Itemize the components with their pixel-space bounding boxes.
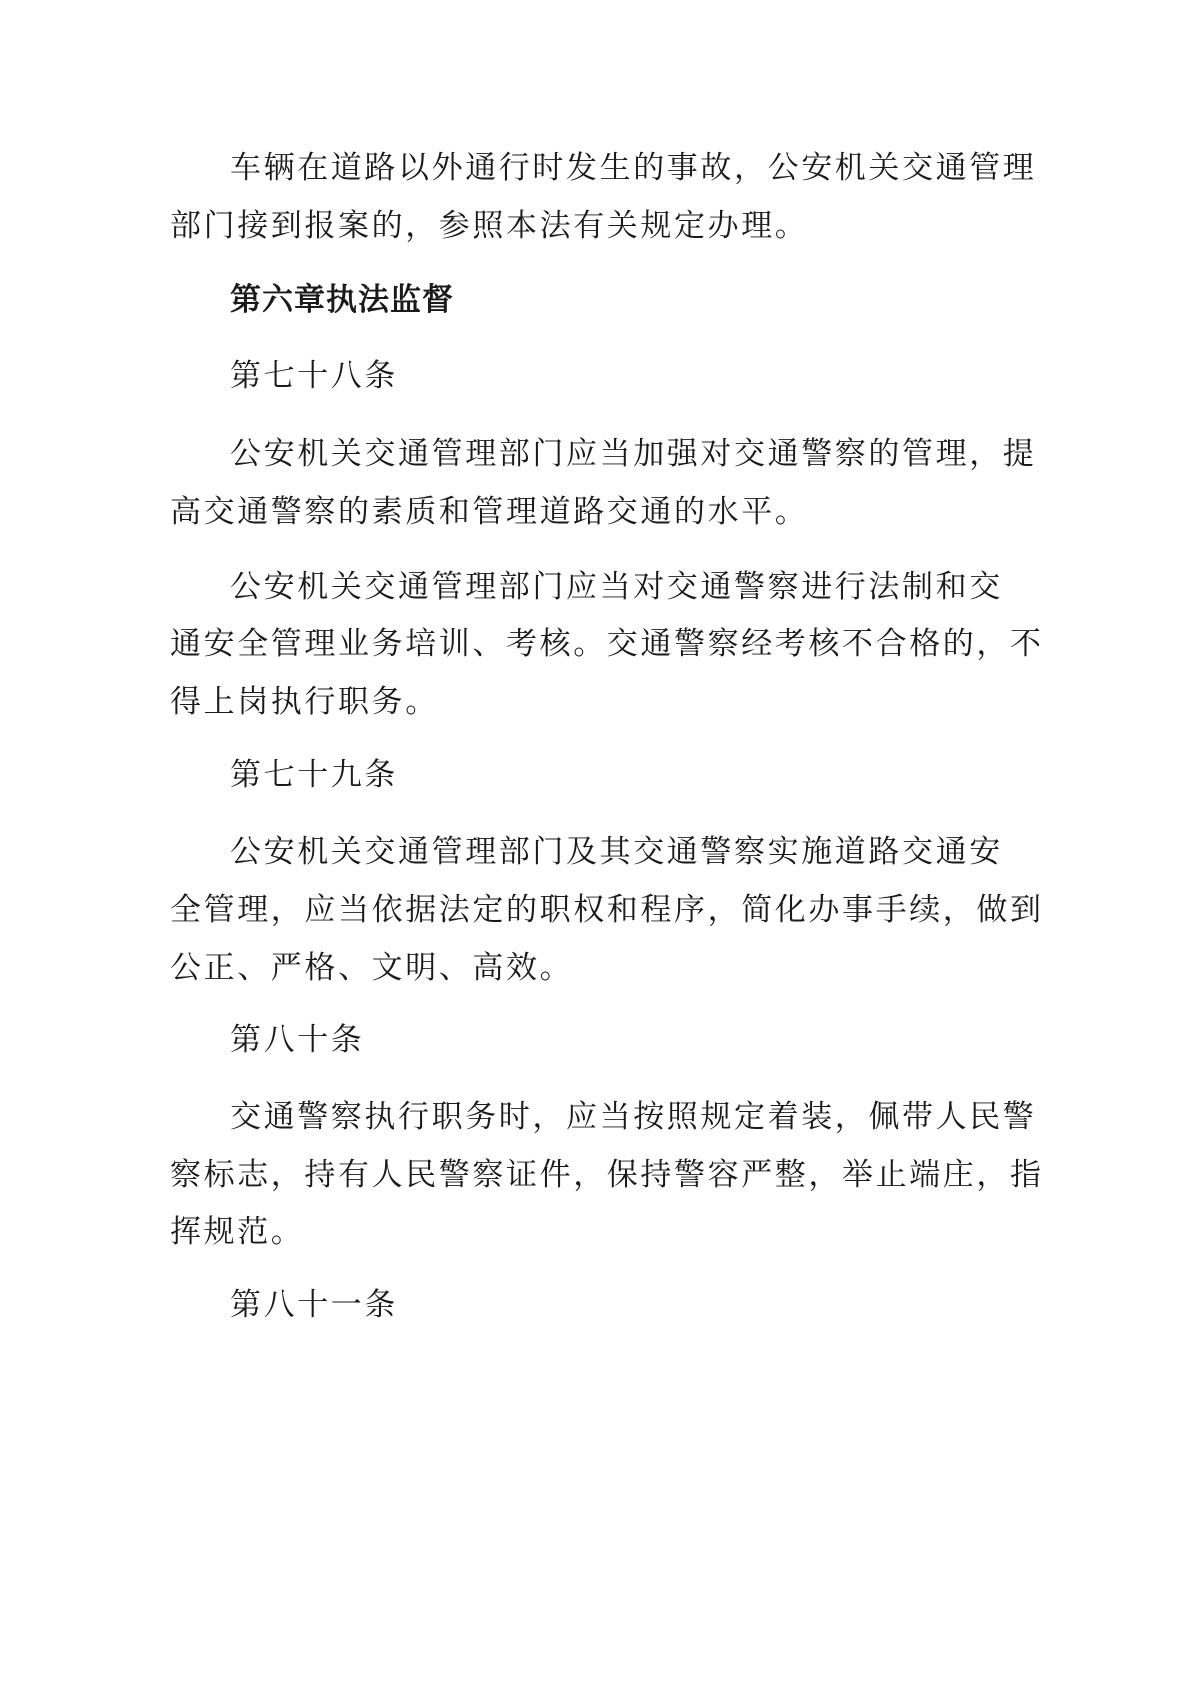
- text-line: 挥规范。: [170, 1214, 305, 1250]
- article-heading: 第七十九条: [230, 757, 398, 793]
- text-line: 通安全管理业务培训、考核。交通警察经考核不合格的，不: [170, 626, 1044, 662]
- text-line: 察标志，持有人民警察证件，保持警容严整，举止端庄，指: [170, 1157, 1044, 1193]
- text-line: 公正、严格、文明、高效。: [170, 950, 574, 986]
- chapter-heading: 第六章执法监督: [230, 282, 454, 318]
- text-line: 得上岗执行职务。: [170, 684, 439, 720]
- text-line: 公安机关交通管理部门及其交通警察实施道路交通安: [230, 834, 1003, 870]
- text-line: 车辆在道路以外通行时发生的事故，公安机关交通管理: [230, 150, 1037, 186]
- text-line: 公安机关交通管理部门应当对交通警察进行法制和交: [230, 569, 1003, 605]
- text-line: 部门接到报案的，参照本法有关规定办理。: [170, 208, 809, 244]
- text-line: 高交通警察的素质和管理道路交通的水平。: [170, 494, 809, 530]
- article-heading: 第七十八条: [230, 358, 398, 394]
- text-line: 公安机关交通管理部门应当加强对交通警察的管理，提: [230, 436, 1037, 472]
- article-heading: 第八十条: [230, 1022, 365, 1058]
- text-line: 全管理，应当依据法定的职权和程序，简化办事手续，做到: [170, 892, 1044, 928]
- article-heading: 第八十一条: [230, 1287, 398, 1323]
- text-line: 交通警察执行职务时，应当按照规定着装，佩带人民警: [230, 1099, 1037, 1135]
